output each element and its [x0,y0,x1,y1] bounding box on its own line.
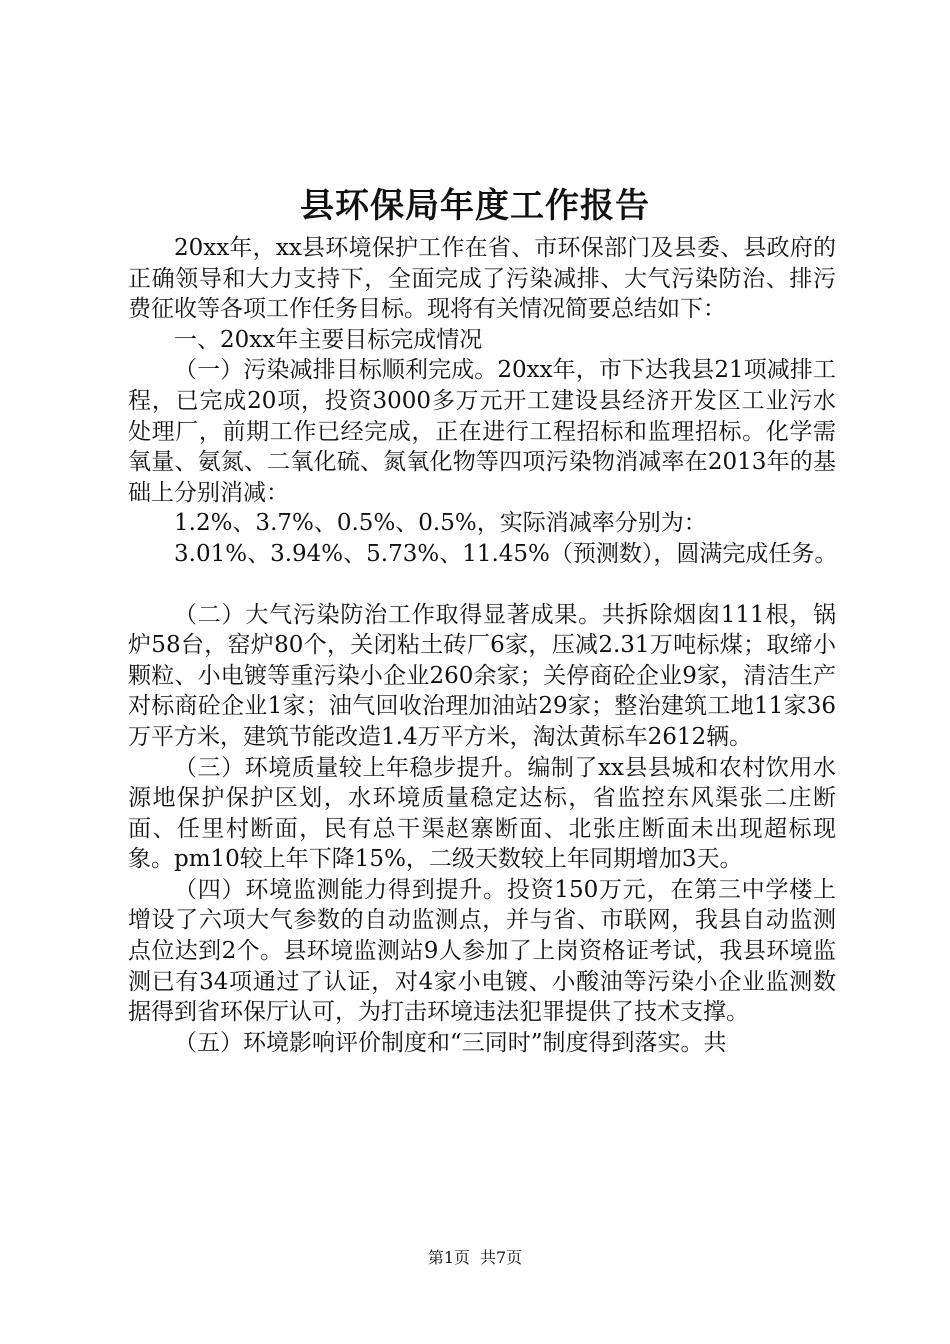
item-3-paragraph: （三）环境质量较上年稳步提升。编制了xx县县城和农村饮用水源地保护保护区划，水环境质量稳定达标，省监控东风渠张二庄断面、任里村断面，民有总干渠赵寨断面、北张庄断面未出现超标现象。pm10较上年下降15%，二级天数较上年同期增加3天。 [128,754,836,873]
page-footer [0,1247,950,1269]
document-body [128,233,836,1058]
intro-paragraph: 20xx年，xx县环境保护工作在省、市环保部门及县委、县政府的正确领导和大力支持下，全面完成了污染减排、大气污染防治、排污费征收等各项工作任务目标。现将有关情况简要总结如下： [128,235,836,323]
page-number: 第1页 [427,1248,470,1267]
item-1-actual-rates: 3.01%、3.94%、5.73%、11.45%（预测数），圆满完成任务。 [174,540,838,567]
document-title: 县环保局年度工作报告 [300,186,650,226]
item-1-target-rates: 1.2%、3.7%、0.5%、0.5%，实际消减率分别为： [174,510,707,537]
item-4-paragraph: （四）环境监测能力得到提升。投资150万元，在第三中学楼上增设了六项大气参数的自动监测点，并与省、市联网，我县自动监测点位达到2个。县环境监测站9人参加了上岗资格证考试，我县环境监测已有34项通过了认证，对4家小电镀、小酸油等污染小企业监测数据得到省环保厅认可，为打击环境违法犯罪提供了技术支撑。 [128,876,836,1026]
item-2-paragraph: （二）大气污染防治工作取得显著成果。共拆除烟囱111根，锅炉58台，窑炉80个，关闭粘土砖厂6家，压减2.31万吨标煤；取缔小颗粒、小电镀等重污染小企业260余家；关停商砼企业9家，清洁生产对标商砼企业1家；油气回收治理加油站29家；整治建筑工地11家36万平方米，建筑节能改造1.4万平方米，淘汰黄标车2612辆。 [128,601,836,750]
section-heading: 一、20xx年主要目标完成情况 [174,326,483,353]
page-total: 共7页 [480,1248,523,1267]
paragraph-gap [128,570,836,600]
item-1-paragraph: （一）污染减排目标顺利完成。20xx年，市下达我县21项减排工程，已完成20项，投资3000多万元开工建设县经济开发区工业污水处理厂，前期工作已经完成，正在进行工程招标和监理招标。化学需氧量、氨氮、二氧化硫、氮氧化物等四项污染物消减率在2013年的基础上分别消减： [128,357,836,506]
item-5-paragraph: （五）环境影响评价制度和“三同时”制度得到落实。共 [174,1029,727,1056]
